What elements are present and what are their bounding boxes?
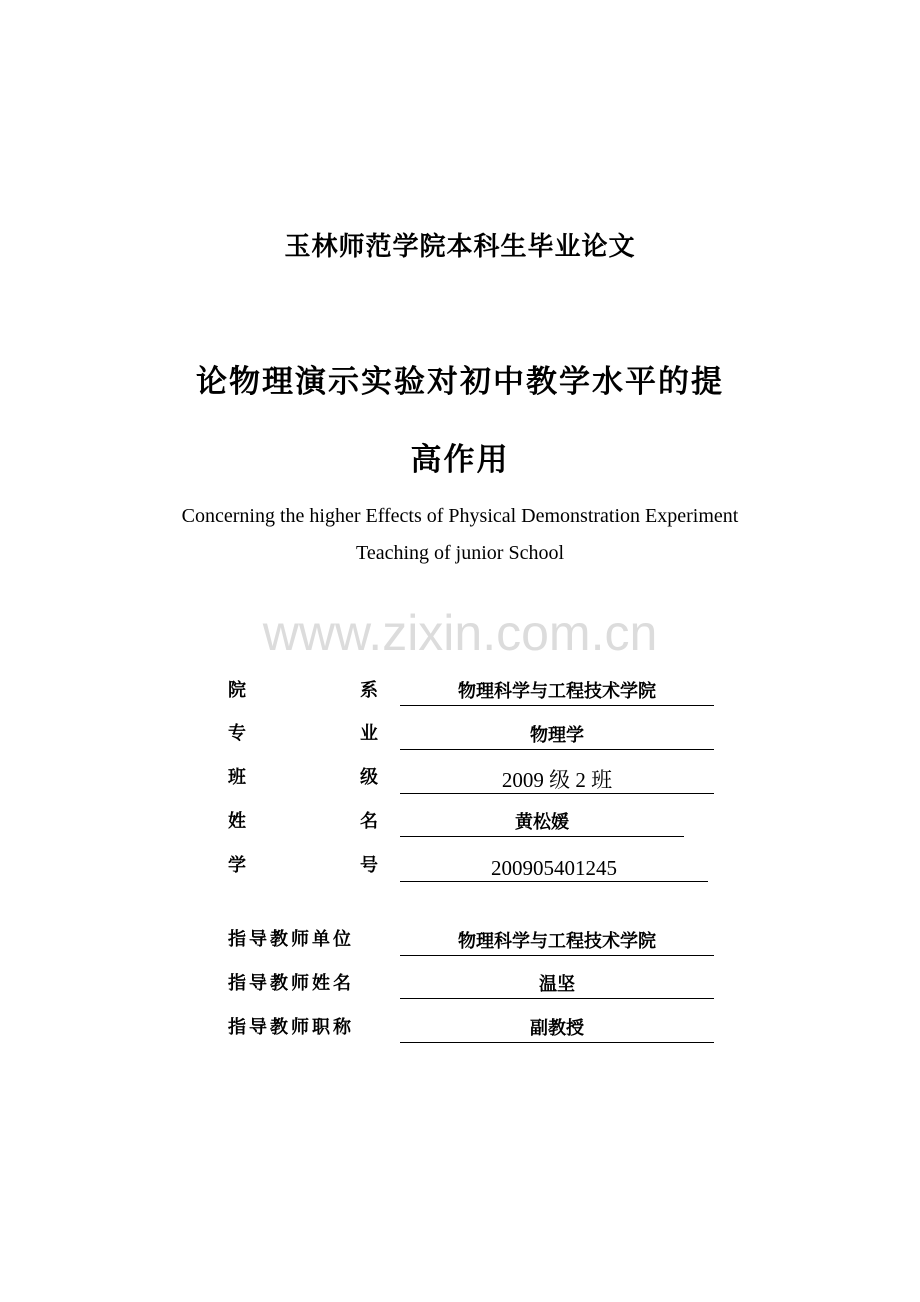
class-value: 2009 级 2 班 <box>400 767 714 794</box>
university-title: 玉林师范学院本科生毕业论文 <box>284 232 636 262</box>
major-value: 物理学 <box>400 723 714 750</box>
thesis-title-cn-line2: 高作用 <box>410 442 510 478</box>
thesis-title-en-line1: Concerning the higher Effects of Physical Demonstration Experiment <box>181 505 739 527</box>
thesis-title-cn-line1: 论物理演示实验对初中教学水平的提 <box>196 364 724 400</box>
advisor-name-value: 温坚 <box>400 972 714 999</box>
name-value: 黄松媛 <box>400 810 684 837</box>
advisor-title-label: 指导教师职称 <box>228 1017 354 1038</box>
advisor-title-value: 副教授 <box>400 1016 714 1043</box>
department-value: 物理科学与工程技术学院 <box>400 679 714 706</box>
thesis-title-en-line2: Teaching of junior School <box>356 542 564 564</box>
watermark: www.zixin.com.cn <box>262 605 658 661</box>
advisor-unit-label: 指导教师单位 <box>228 929 354 950</box>
advisor-unit-value: 物理科学与工程技术学院 <box>400 929 714 956</box>
advisor-name-label: 指导教师姓名 <box>228 973 354 994</box>
student-id-value: 200905401245 <box>400 855 708 882</box>
